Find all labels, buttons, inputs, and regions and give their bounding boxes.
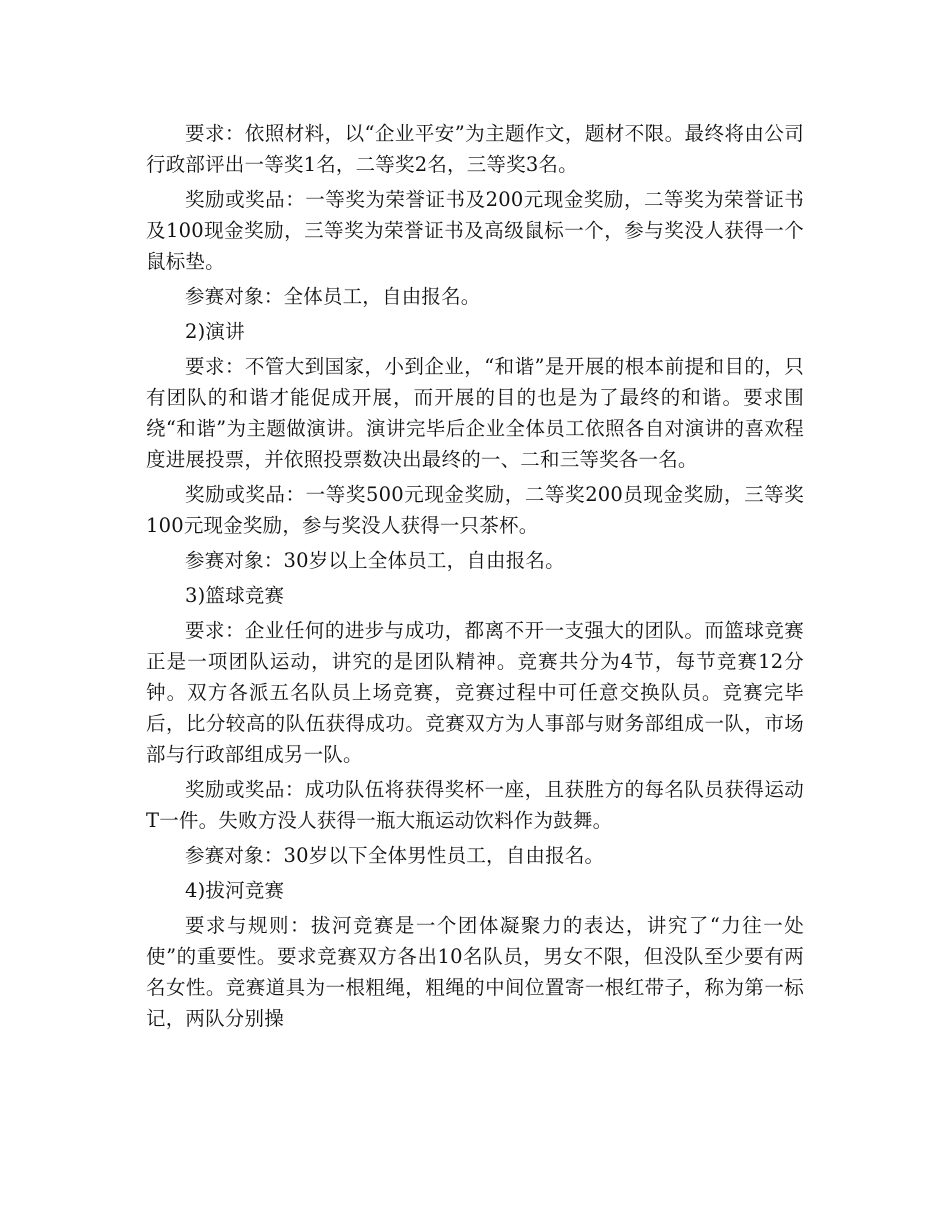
paragraph-basketball-requirements: 要求：企业任何的进步与成功，都离不开一支强大的团队。而篮球竞赛正是一项团队运动，讲究的是团队精神。竞赛共分为4节，每节竞赛12分钟。双方各派五名队员上场竞赛，竞赛过程中可任意交换队员。竞赛完毕后，比分较高的队伍获得成功。竞赛双方为人事部与财务部组成一队，市场部与行政部组成另一队。 (146, 619, 804, 766)
paragraph-speech-requirements: 要求：不管大到国家，小到企业，“和谐”是开展的根本前提和目的，只有团队的和谐才能促成开展，而开展的目的也是为了最终的和谐。要求围绕“和谐”为主题做演讲。演讲完毕后企业全体员工依照各自对演讲的喜欢程度进展投票，并依照投票数决出最终的一、二和三等奖各一名。 (146, 355, 804, 471)
paragraph-essay-rewards: 奖励或奖品：一等奖为荣誉证书及200元现金奖励，二等奖为荣誉证书及100现金奖励，三等奖为荣誉证书及高级鼠标一个，参与奖没人获得一个鼠标垫。 (146, 188, 804, 273)
section-heading-tug-of-war: 4)拔河竞赛 (185, 879, 285, 902)
paragraph-essay-requirements: 要求：依照材料，以“企业平安”为主题作文，题材不限。最终将由公司行政部评出一等奖1名，二等奖2名，三等奖3名。 (146, 122, 804, 176)
paragraph-speech-rewards: 奖励或奖品：一等奖500元现金奖励，二等奖200员现金奖励，三等奖100元现金奖励，参与奖没人获得一只茶杯。 (146, 483, 804, 537)
section-heading-speech: 2)演讲 (185, 320, 245, 343)
section-heading-basketball: 3)篮球竞赛 (185, 584, 285, 607)
paragraph-speech-participants: 参赛对象：30岁以上全体员工，自由报名。 (185, 549, 565, 572)
paragraph-basketball-rewards: 奖励或奖品：成功队伍将获得奖杯一座，且获胜方的每名队员获得运动T一件。失败方没人获得一瓶大瓶运动饮料作为鼓舞。 (146, 778, 804, 832)
paragraph-basketball-participants: 参赛对象：30岁以下全体男性员工，自由报名。 (185, 844, 605, 867)
paragraph-tug-of-war-rules: 要求与规则：拔河竞赛是一个团体凝聚力的表达，讲究了“力往一处使”的重要性。要求竞赛双方各出10名队员，男女不限，但没队至少要有两名女性。竞赛道具为一根粗绳，粗绳的中间位置寄一根红带子，称为第一标记，两队分别操 (146, 914, 804, 1030)
paragraph-essay-participants: 参赛对象：全体员工，自由报名。 (185, 285, 481, 308)
document-body (146, 118, 804, 1038)
